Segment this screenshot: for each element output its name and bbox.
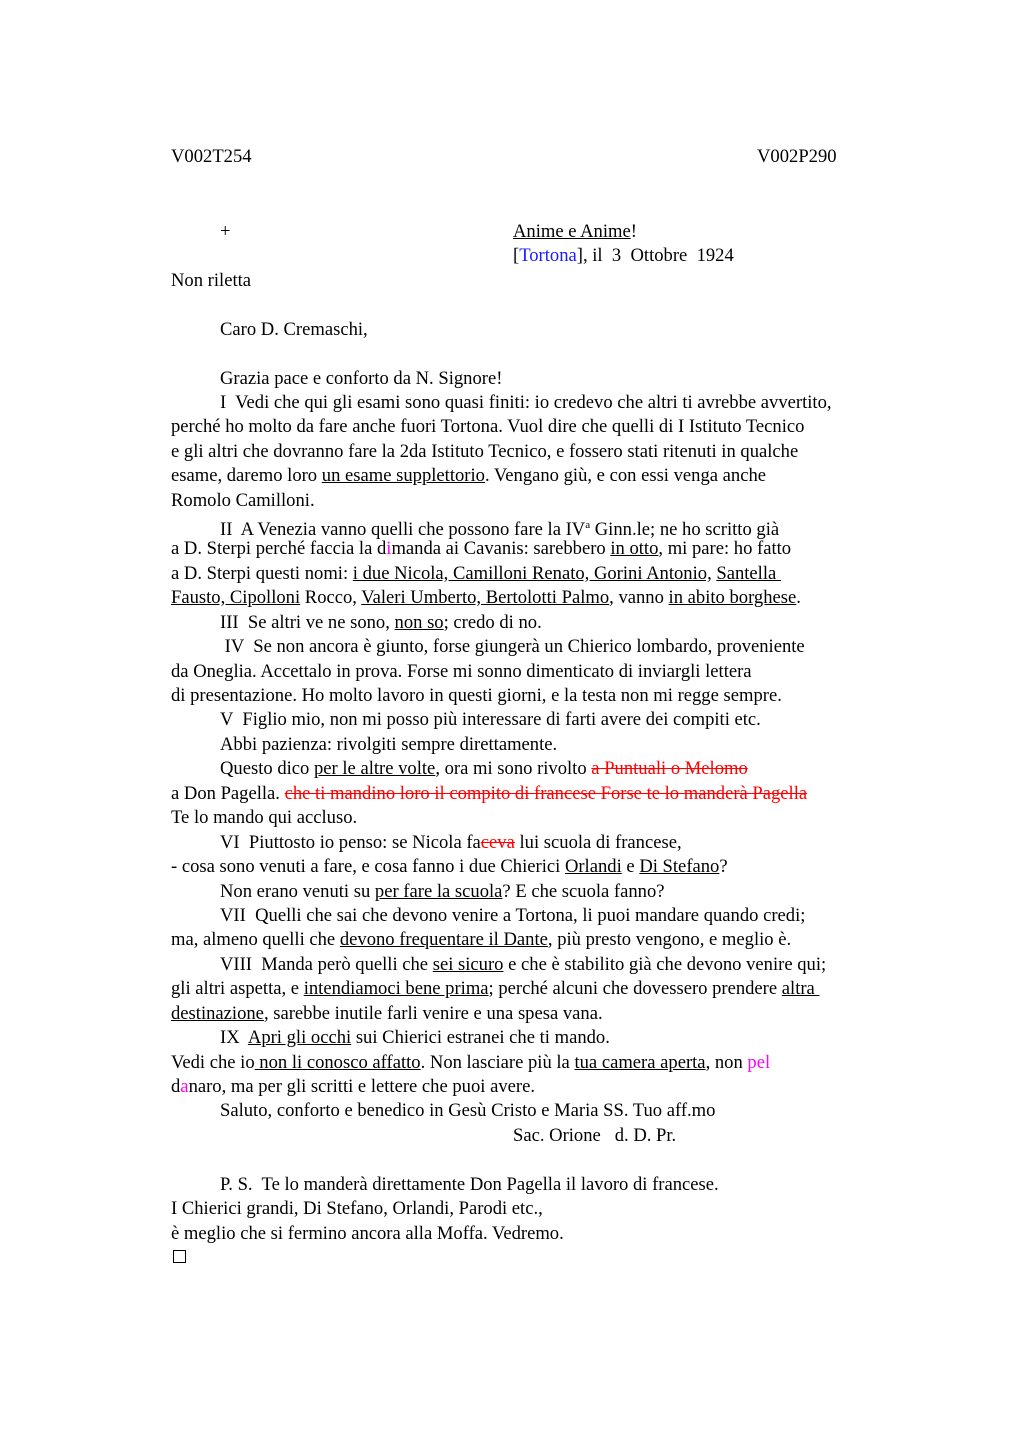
signature: Sac. Orione d. D. Pr. [513,1125,677,1146]
p4-line-1: IV Se non ancora è giunto, forse giungerà un Chierico lombardo, proveniente [220,636,805,657]
text-run: , sarebbe inutile farli venire e una spesa vana. [263,1003,603,1024]
text-run: , ora mi sono rivolto [435,758,592,779]
underlined-run: un esame supplettorio [321,465,485,486]
heading-excl: ! [630,221,637,242]
letter-heading [513,220,637,244]
text-run: , più presto vengono, e meglio è. [547,929,792,950]
p4-line-2: da Oneglia. Accettalo in prova. Forse mi sonno dimenticato di inviargli lettera [171,661,752,682]
text-run: esame, daremo loro [171,465,322,486]
cross-symbol: + [220,221,231,242]
text-run: ; credo di no. [443,612,542,633]
text-run: Rocco, [300,587,362,608]
p1-line-4 [171,464,766,488]
text-run: . [796,587,801,608]
text-run: lui scuola di francese, [514,832,682,853]
ps-line-3: è meglio che si fermino ancora alla Moffa. Vedremo. [171,1223,564,1244]
underlined-run: non li conosco affatto [254,1052,421,1073]
heading-title: Anime e Anime [513,221,631,242]
magenta-run: a [180,1076,189,1097]
text-run: Questo dico [220,758,314,779]
underlined-run: Santella [716,563,781,584]
p1-line-2: perché ho molto da fare anche fuori Tortona. Vuol dire che quelli di I Istituto Tecnico [171,416,805,437]
place-city: Tortona [519,245,577,266]
text-run: IX [220,1027,248,1048]
text-run: , mi pare: ho fatto [658,538,792,559]
underlined-run: Apri gli occhi [247,1027,352,1048]
header-right-code: V002P290 [757,146,837,167]
ps-line-2: I Chierici grandi, Di Stefano, Orlandi, Parodi etc., [171,1198,543,1219]
end-square-icon [173,1250,186,1263]
p9-line-3 [171,1075,535,1099]
p5-line-2: Abbi pazienza: rivolgiti sempre direttamente. [220,734,558,755]
p7-line-2 [171,928,791,952]
header-left-code: V002T254 [171,146,252,167]
text-run: Vedi che io [171,1052,255,1073]
underlined-run: non so [394,612,444,633]
status-note: Non riletta [171,270,252,291]
underlined-run: per le altre volte [314,758,436,779]
text-run: a Don Pagella. [171,783,285,804]
text-run: . Vengano giù, e con essi venga anche [484,465,767,486]
p8-line-2 [171,977,819,1001]
struck-run: a Puntuali o Melomo [591,758,748,779]
p1-line-5: Romolo Camilloni. [171,490,315,511]
text-run: II A Venezia vanno quelli che possono fare la IV [220,519,586,541]
salutation: Caro D. Cremaschi, [220,319,368,340]
text-run: a D. Sterpi questi nomi: [171,563,353,584]
underlined-run: Valeri Umberto, Bertolotti Palmo [361,587,610,608]
text-run: ; perché alcuni che dovessero prendere [488,978,782,999]
text-run: , non [705,1052,748,1073]
text-run: e che è stabilito già che devono venire qui; [503,954,827,975]
text-run: sui Chierici estranei che ti mando. [351,1027,610,1048]
place-bracket: [ [513,245,520,266]
underlined-run: i due Nicola, Camilloni Renato, Gorini Antonio, [352,563,712,584]
text-run: a D. Sterpi perché faccia la d [171,538,387,559]
p1-line-1: I Vedi che qui gli esami sono quasi finiti: io credevo che altri ti avrebbe avvertito, [220,392,832,413]
text-run: , vanno [609,587,669,608]
underlined-run: Di Stefano [639,856,720,877]
text-run: manda ai Cavanis: sarebbero [391,538,611,559]
text-run: Non erano venuti su [220,881,375,902]
underlined-run: in otto [610,538,659,559]
p9-line-1 [220,1026,610,1050]
underlined-run: tua camera aperta [574,1052,706,1073]
underlined-run: Fausto, Cipolloni [171,587,301,608]
text-run: VI Piuttosto io penso: se Nicola fa [220,832,481,853]
p2-line-2 [171,537,791,561]
struck-run: ceva [480,832,515,853]
superscript: a [585,519,591,531]
p5-line-1: V Figlio mio, non mi posso più interessare di farti avere dei compiti etc. [220,709,761,730]
p6-line-1 [220,831,682,855]
p6-line-3 [220,880,665,904]
underlined-run: intendiamoci bene prima [303,978,489,999]
magenta-run: pel [747,1052,771,1073]
date-text: ], il 3 Ottobre 1924 [576,245,734,266]
underlined-run: devono frequentare il Dante [339,929,548,950]
p5-line-3 [220,757,748,781]
underlined-run: altra [781,978,820,999]
p8-line-3 [171,1002,603,1026]
text-run: - cosa sono venuti a fare, e cosa fanno i due Chierici [171,856,565,877]
text-run: . Non lasciare più la [420,1052,575,1073]
p2-line-3 [171,562,781,586]
text-run: ? [719,856,728,877]
text-run: d [171,1076,181,1097]
text-run: ma, almeno quelli che [171,929,340,950]
underlined-run: per fare la scuola [374,881,503,902]
text-run: VIII Manda però quelli che [220,954,433,975]
underlined-run: destinazione [171,1003,264,1024]
p9-line-2 [171,1051,770,1075]
closing-line: Saluto, conforto e benedico in Gesù Cristo e Maria SS. Tuo aff.mo [220,1100,716,1121]
text-run: Ginn.le; ne ho scritto già [590,519,780,541]
p3-line-1 [220,611,542,635]
p6-line-2 [171,855,728,879]
text-run: ? E che scuola fanno? [502,881,665,902]
ps-line-1: P. S. Te lo manderà direttamente Don Pagella il lavoro di francese. [220,1174,719,1195]
underlined-run: sei sicuro [432,954,504,975]
p2-line-4 [171,586,801,610]
p4-line-3: di presentazione. Ho molto lavoro in questi giorni, e la testa non mi regge sempre. [171,685,782,706]
p5-line-5: Te lo mando qui accluso. [171,807,358,828]
p1-line-3: e gli altri che dovranno fare la 2da Istituto Tecnico, e fossero stati ritenuti in qualche [171,441,799,462]
text-run: III Se altri ve ne sono, [220,612,395,633]
underlined-run: in abito borghese [668,587,797,608]
text-run: e [621,856,640,877]
text-run: gli altri aspetta, e [171,978,304,999]
magenta-run: i [386,538,392,559]
underlined-run: Orlandi [564,856,622,877]
greeting-line: Grazia pace e conforto da N. Signore! [220,368,503,389]
p8-line-1 [220,953,826,977]
p7-line-1: VII Quelli che sai che devono venire a Tortona, li puoi mandare quando credi; [220,905,806,926]
place-date [513,244,734,268]
struck-run: che ti mandino loro il compito di francese Forse te lo manderà Pagella [284,783,808,804]
text-run: naro, ma per gli scritti e lettere che puoi avere. [188,1076,535,1097]
p5-line-4 [171,782,807,806]
